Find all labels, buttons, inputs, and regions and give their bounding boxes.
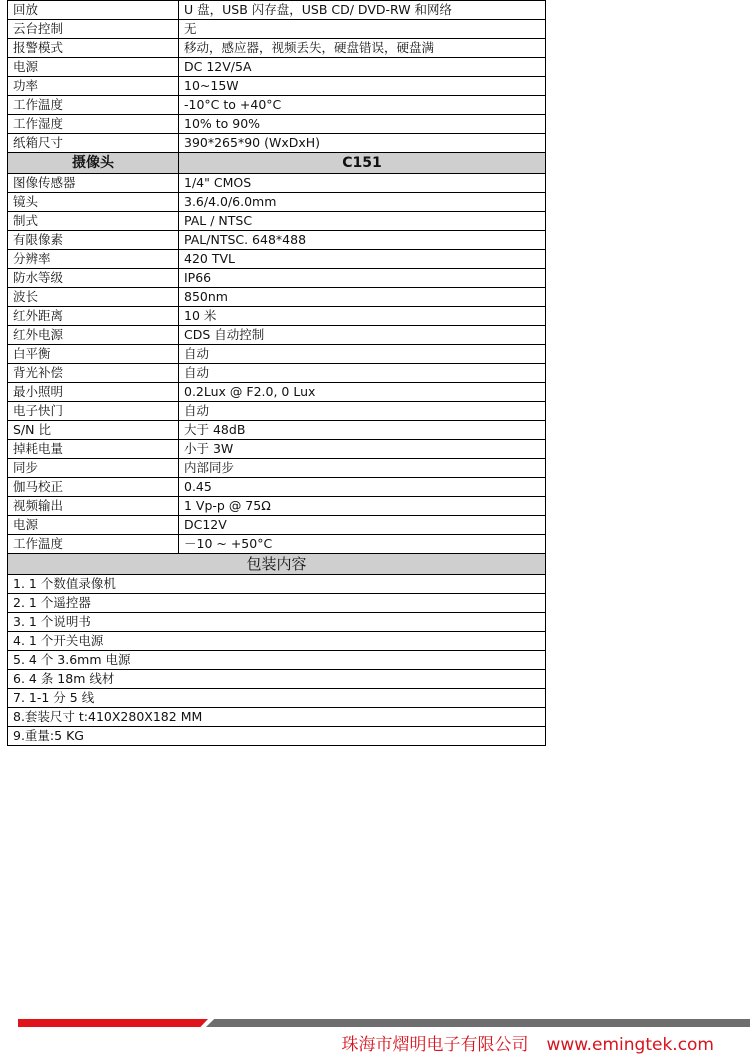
spec-value: PAL / NTSC [179, 212, 546, 231]
spec-row [8, 96, 546, 115]
spec-label: S/N 比 [8, 421, 179, 440]
spec-value: 自动 [179, 345, 546, 364]
spec-value: PAL/NTSC. 648*488 [179, 231, 546, 250]
spec-value: 10~15W [179, 77, 546, 96]
footer-red-stripe [18, 1019, 208, 1027]
package-item: 1. 1 个数值录像机 [8, 575, 546, 594]
spec-label: 电源 [8, 516, 179, 535]
package-item: 3. 1 个说明书 [8, 613, 546, 632]
spec-value: U 盘，USB 闪存盘，USB CD/ DVD-RW 和网络 [179, 1, 546, 20]
spec-row [8, 212, 546, 231]
company-name: 珠海市熠明电子有限公司 [341, 1035, 529, 1055]
spec-label: 纸箱尺寸 [8, 134, 179, 153]
spec-row [8, 231, 546, 250]
spec-row [8, 402, 546, 421]
spec-value: 1/4" CMOS [179, 174, 546, 193]
package-item: 5. 4 个 3.6mm 电源 [8, 651, 546, 670]
spec-label: 视频输出 [8, 497, 179, 516]
spec-row [8, 58, 546, 77]
package-item: 9.重量:5 KG [8, 727, 546, 746]
spec-value: 850nm [179, 288, 546, 307]
footer-company-line [341, 1030, 714, 1055]
spec-row [8, 39, 546, 58]
spec-value: 自动 [179, 402, 546, 421]
package-item: 7. 1-1 分 5 线 [8, 689, 546, 708]
spec-value: 自动 [179, 364, 546, 383]
package-item: 8.套装尺寸 t:410X280X182 MM [8, 708, 546, 727]
spec-value: 10% to 90% [179, 115, 546, 134]
package-item-row [8, 651, 546, 670]
package-item-row [8, 613, 546, 632]
spec-row [8, 421, 546, 440]
package-item-row [8, 632, 546, 651]
spec-value: 0.45 [179, 478, 546, 497]
company-website: www.emingtek.com [546, 1035, 714, 1055]
package-header-row [8, 554, 546, 575]
spec-row [8, 250, 546, 269]
package-contents-section [8, 575, 546, 746]
spec-label: 图像传感器 [8, 174, 179, 193]
spec-value: -10°C to +40°C [179, 96, 546, 115]
spec-row [8, 326, 546, 345]
package-item-row [8, 575, 546, 594]
spec-label: 伽马校正 [8, 478, 179, 497]
spec-label: 红外电源 [8, 326, 179, 345]
spec-row [8, 174, 546, 193]
spec-label: 工作温度 [8, 535, 179, 554]
camera-header-row [8, 153, 546, 174]
spec-label: 云台控制 [8, 20, 179, 39]
package-item-row [8, 708, 546, 727]
spec-row [8, 478, 546, 497]
package-item: 2. 1 个遥控器 [8, 594, 546, 613]
spec-label: 波长 [8, 288, 179, 307]
spec-value: －10 ~ +50°C [179, 535, 546, 554]
spec-value: 内部同步 [179, 459, 546, 478]
spec-value: 0.2Lux @ F2.0, 0 Lux [179, 383, 546, 402]
spec-value: IP66 [179, 269, 546, 288]
spec-label: 背光补偿 [8, 364, 179, 383]
spec-label: 最小照明 [8, 383, 179, 402]
spec-value: 无 [179, 20, 546, 39]
package-item-row [8, 727, 546, 746]
spec-label: 防水等级 [8, 269, 179, 288]
camera-header-label: 摄像头 [8, 153, 179, 174]
spec-value: 移动，感应器，视频丢失，硬盘错误，硬盘满 [179, 39, 546, 58]
camera-header-section [8, 153, 546, 174]
spec-value: 小于 3W [179, 440, 546, 459]
spec-label: 回放 [8, 1, 179, 20]
spec-label: 同步 [8, 459, 179, 478]
spec-value: 1 Vp-p @ 75Ω [179, 497, 546, 516]
footer-gray-stripe [206, 1019, 750, 1027]
spec-label: 红外距离 [8, 307, 179, 326]
spec-label: 工作温度 [8, 96, 179, 115]
general-spec-section [8, 1, 546, 153]
spec-value: 大于 48dB [179, 421, 546, 440]
spec-label: 白平衡 [8, 345, 179, 364]
package-header-section [8, 554, 546, 575]
spec-row [8, 115, 546, 134]
spec-row [8, 20, 546, 39]
spec-label: 分辨率 [8, 250, 179, 269]
camera-model: C151 [179, 153, 546, 174]
spec-label: 掉耗电量 [8, 440, 179, 459]
spec-value: 390*265*90 (WxDxH) [179, 134, 546, 153]
spec-row [8, 516, 546, 535]
spec-label: 电源 [8, 58, 179, 77]
spec-label: 制式 [8, 212, 179, 231]
spec-row [8, 459, 546, 478]
spec-label: 有限像素 [8, 231, 179, 250]
spec-row [8, 288, 546, 307]
spec-label: 镜头 [8, 193, 179, 212]
spec-value: 420 TVL [179, 250, 546, 269]
spec-row [8, 535, 546, 554]
spec-row [8, 383, 546, 402]
page-footer [0, 1016, 750, 1056]
camera-spec-section [8, 174, 546, 554]
spec-row [8, 440, 546, 459]
spec-row [8, 307, 546, 326]
package-header: 包装内容 [8, 554, 546, 575]
spec-label: 报警模式 [8, 39, 179, 58]
package-item-row [8, 670, 546, 689]
spec-table [7, 0, 546, 746]
package-item: 4. 1 个开关电源 [8, 632, 546, 651]
spec-value: DC 12V/5A [179, 58, 546, 77]
spec-row [8, 269, 546, 288]
spec-label: 工作湿度 [8, 115, 179, 134]
spec-label: 功率 [8, 77, 179, 96]
spec-value: 3.6/4.0/6.0mm [179, 193, 546, 212]
spec-row [8, 134, 546, 153]
spec-row [8, 1, 546, 20]
spec-row [8, 345, 546, 364]
spec-row [8, 364, 546, 383]
package-item: 6. 4 条 18m 线材 [8, 670, 546, 689]
package-item-row [8, 689, 546, 708]
spec-row [8, 193, 546, 212]
package-item-row [8, 594, 546, 613]
spec-row [8, 497, 546, 516]
spec-value: 10 米 [179, 307, 546, 326]
spec-label: 电子快门 [8, 402, 179, 421]
spec-row [8, 77, 546, 96]
spec-value: DC12V [179, 516, 546, 535]
spec-value: CDS 自动控制 [179, 326, 546, 345]
